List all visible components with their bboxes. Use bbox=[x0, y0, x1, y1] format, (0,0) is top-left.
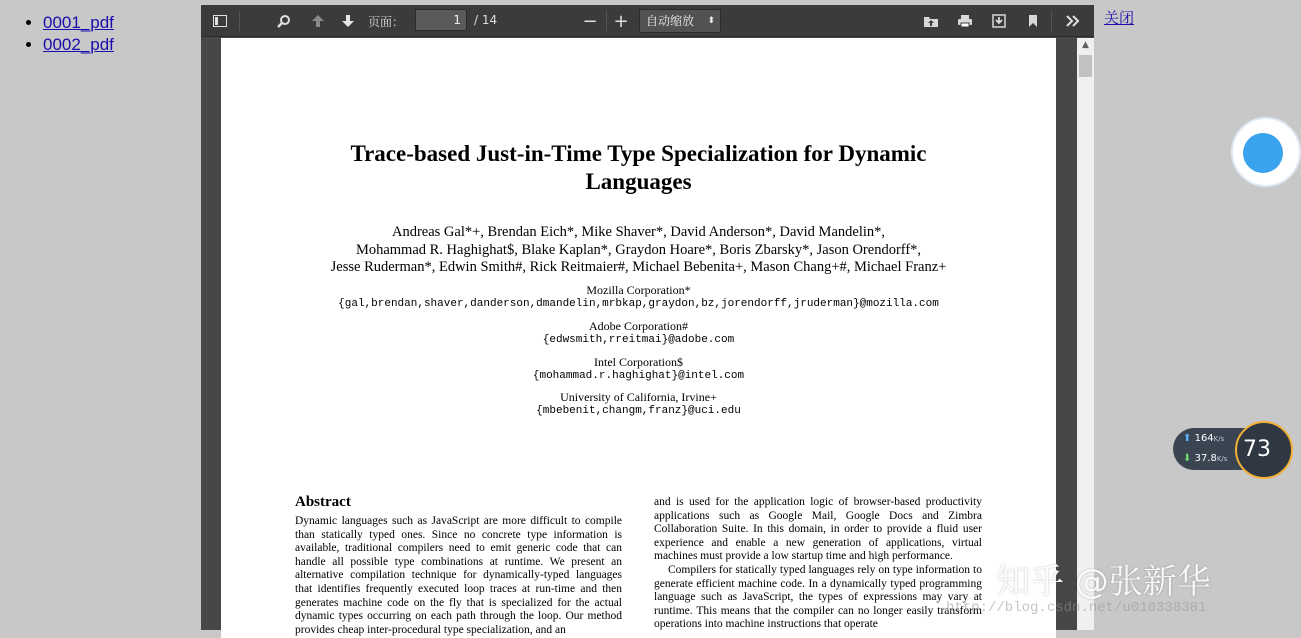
speed-unit: K/s bbox=[1213, 435, 1225, 443]
close-link[interactable]: 关闭 bbox=[1104, 9, 1135, 27]
page-label: 页面： bbox=[368, 15, 405, 29]
intro-column bbox=[654, 496, 982, 632]
affiliation bbox=[221, 283, 1056, 311]
title-line: Trace-based Just-in-Time Type Specialization for Dynamic bbox=[350, 141, 927, 166]
zoom-select[interactable] bbox=[639, 9, 721, 33]
file-list-item bbox=[43, 34, 114, 56]
file-link-0002[interactable]: 0002_pdf bbox=[43, 35, 114, 54]
next-page-icon[interactable] bbox=[335, 9, 361, 33]
sidebar-toggle-icon[interactable] bbox=[207, 9, 233, 33]
scroll-thumb[interactable] bbox=[1079, 55, 1092, 77]
paper-title bbox=[221, 140, 1056, 196]
intro-paragraph: Compilers for statically typed languages rely on type information to generate efficient machine code. In a dynamically typed programming language such as JavaScript, the types of expressions may vary at runtime. This means that the compiler can no longer easily transform operations into machine instructions that operate bbox=[654, 563, 982, 631]
open-file-icon[interactable] bbox=[918, 9, 944, 33]
bookmark-icon[interactable] bbox=[1020, 9, 1046, 33]
page-total: / 14 bbox=[474, 13, 498, 27]
affiliation-name: Adobe Corporation# bbox=[589, 319, 688, 333]
pdf-page bbox=[221, 38, 1056, 638]
title-line: Languages bbox=[585, 169, 692, 194]
affiliation-name: University of California, Irvine+ bbox=[560, 390, 717, 404]
affiliation-name: Mozilla Corporation* bbox=[586, 283, 691, 297]
scrollbar[interactable] bbox=[1077, 38, 1094, 630]
zhihu-watermark: 知乎 @张新华 bbox=[996, 562, 1211, 602]
pdf-viewer bbox=[201, 5, 1094, 636]
download-value: 37.8 bbox=[1194, 453, 1217, 464]
speed-unit: K/s bbox=[1216, 455, 1228, 463]
authors-line: Jesse Ruderman*, Edwin Smith#, Rick Reitmaier#, Michael Bebenita+, Mason Chang+#, Michael Franz+ bbox=[330, 259, 947, 275]
print-icon[interactable] bbox=[952, 9, 978, 33]
download-icon[interactable] bbox=[986, 9, 1012, 33]
abstract-text: Dynamic languages such as JavaScript are more difficult to compile than statically typed ones. Since no concrete type information is available, traditional compilers need to emit generic code that can handle all possible type combinations at runtime. We present an alternative compilation technique for dynamically-typed languages that identifies frequently executed loop traces at run-time and then generates machine code on the fly that is specialized for the actual dynamic types occurring on each path through the loop. Our method provides cheap inter-procedural type specialization, and an bbox=[295, 515, 622, 636]
download-speed bbox=[1183, 453, 1227, 464]
pdf-toolbar bbox=[201, 5, 1094, 37]
affiliation-email: {mbebenit,changm,franz}@uci.edu bbox=[536, 405, 741, 417]
abstract-heading: Abstract bbox=[295, 494, 351, 510]
page-number-input[interactable]: 1 bbox=[415, 9, 467, 31]
url-watermark: http://blog.csdn.net/u010338381 bbox=[946, 600, 1207, 616]
pdf-file-list bbox=[28, 12, 114, 56]
zoom-out-icon[interactable]: − bbox=[582, 10, 598, 32]
scroll-up-icon[interactable]: ▲ bbox=[1082, 40, 1089, 50]
paper-authors bbox=[221, 224, 1056, 277]
authors-line: Andreas Gal*+, Brendan Eich*, Mike Shaver*, David Anderson*, David Mandelin*, bbox=[391, 224, 885, 240]
select-arrows-icon: ⬍ bbox=[707, 16, 715, 26]
file-list-item bbox=[43, 12, 114, 34]
affiliation bbox=[221, 355, 1056, 383]
zoom-select-value: 自动缩放 bbox=[646, 14, 695, 28]
affiliation-email: {mohammad.r.haghighat}@intel.com bbox=[532, 370, 745, 382]
affiliation-name: Intel Corporation$ bbox=[594, 355, 683, 369]
affiliation bbox=[221, 319, 1056, 347]
affiliation bbox=[221, 390, 1056, 418]
affiliation-email: {gal,brendan,shaver,danderson,dmandelin,mrbkap,graydon,bz,jorendorff,jruderman}@mozilla.com bbox=[338, 298, 939, 310]
usage-gauge[interactable]: 73 bbox=[1235, 421, 1293, 479]
affiliation-email: {edwsmith,rreitmai}@adobe.com bbox=[542, 334, 735, 346]
previous-page-icon[interactable] bbox=[305, 9, 331, 33]
pdf-scroll-area[interactable] bbox=[201, 38, 1094, 636]
upload-arrow-icon: ⬆ bbox=[1183, 433, 1192, 444]
floating-bird-icon[interactable] bbox=[1231, 117, 1301, 187]
upload-value: 164 bbox=[1194, 433, 1214, 444]
bird-logo-icon bbox=[1243, 133, 1283, 173]
zoom-in-icon[interactable]: + bbox=[613, 10, 629, 32]
intro-paragraph: and is used for the application logic of browser-based productivity applications such as Google Mail, Google Docs and Zimbra Collaboration Suite. In this domain, in order to provide a fluid user experience and enable a new generation of applications, virtual machines must provide a low startup time and high performance. bbox=[654, 496, 982, 563]
download-arrow-icon: ⬇ bbox=[1183, 453, 1192, 464]
upload-speed bbox=[1183, 433, 1224, 444]
file-link-0001[interactable]: 0001_pdf bbox=[43, 13, 114, 32]
search-icon[interactable] bbox=[271, 9, 297, 33]
tools-icon[interactable] bbox=[1060, 9, 1086, 33]
authors-line: Mohammad R. Haghighat$, Blake Kaplan*, Graydon Hoare*, Boris Zbarsky*, Jason Orendorff*, bbox=[355, 241, 922, 258]
